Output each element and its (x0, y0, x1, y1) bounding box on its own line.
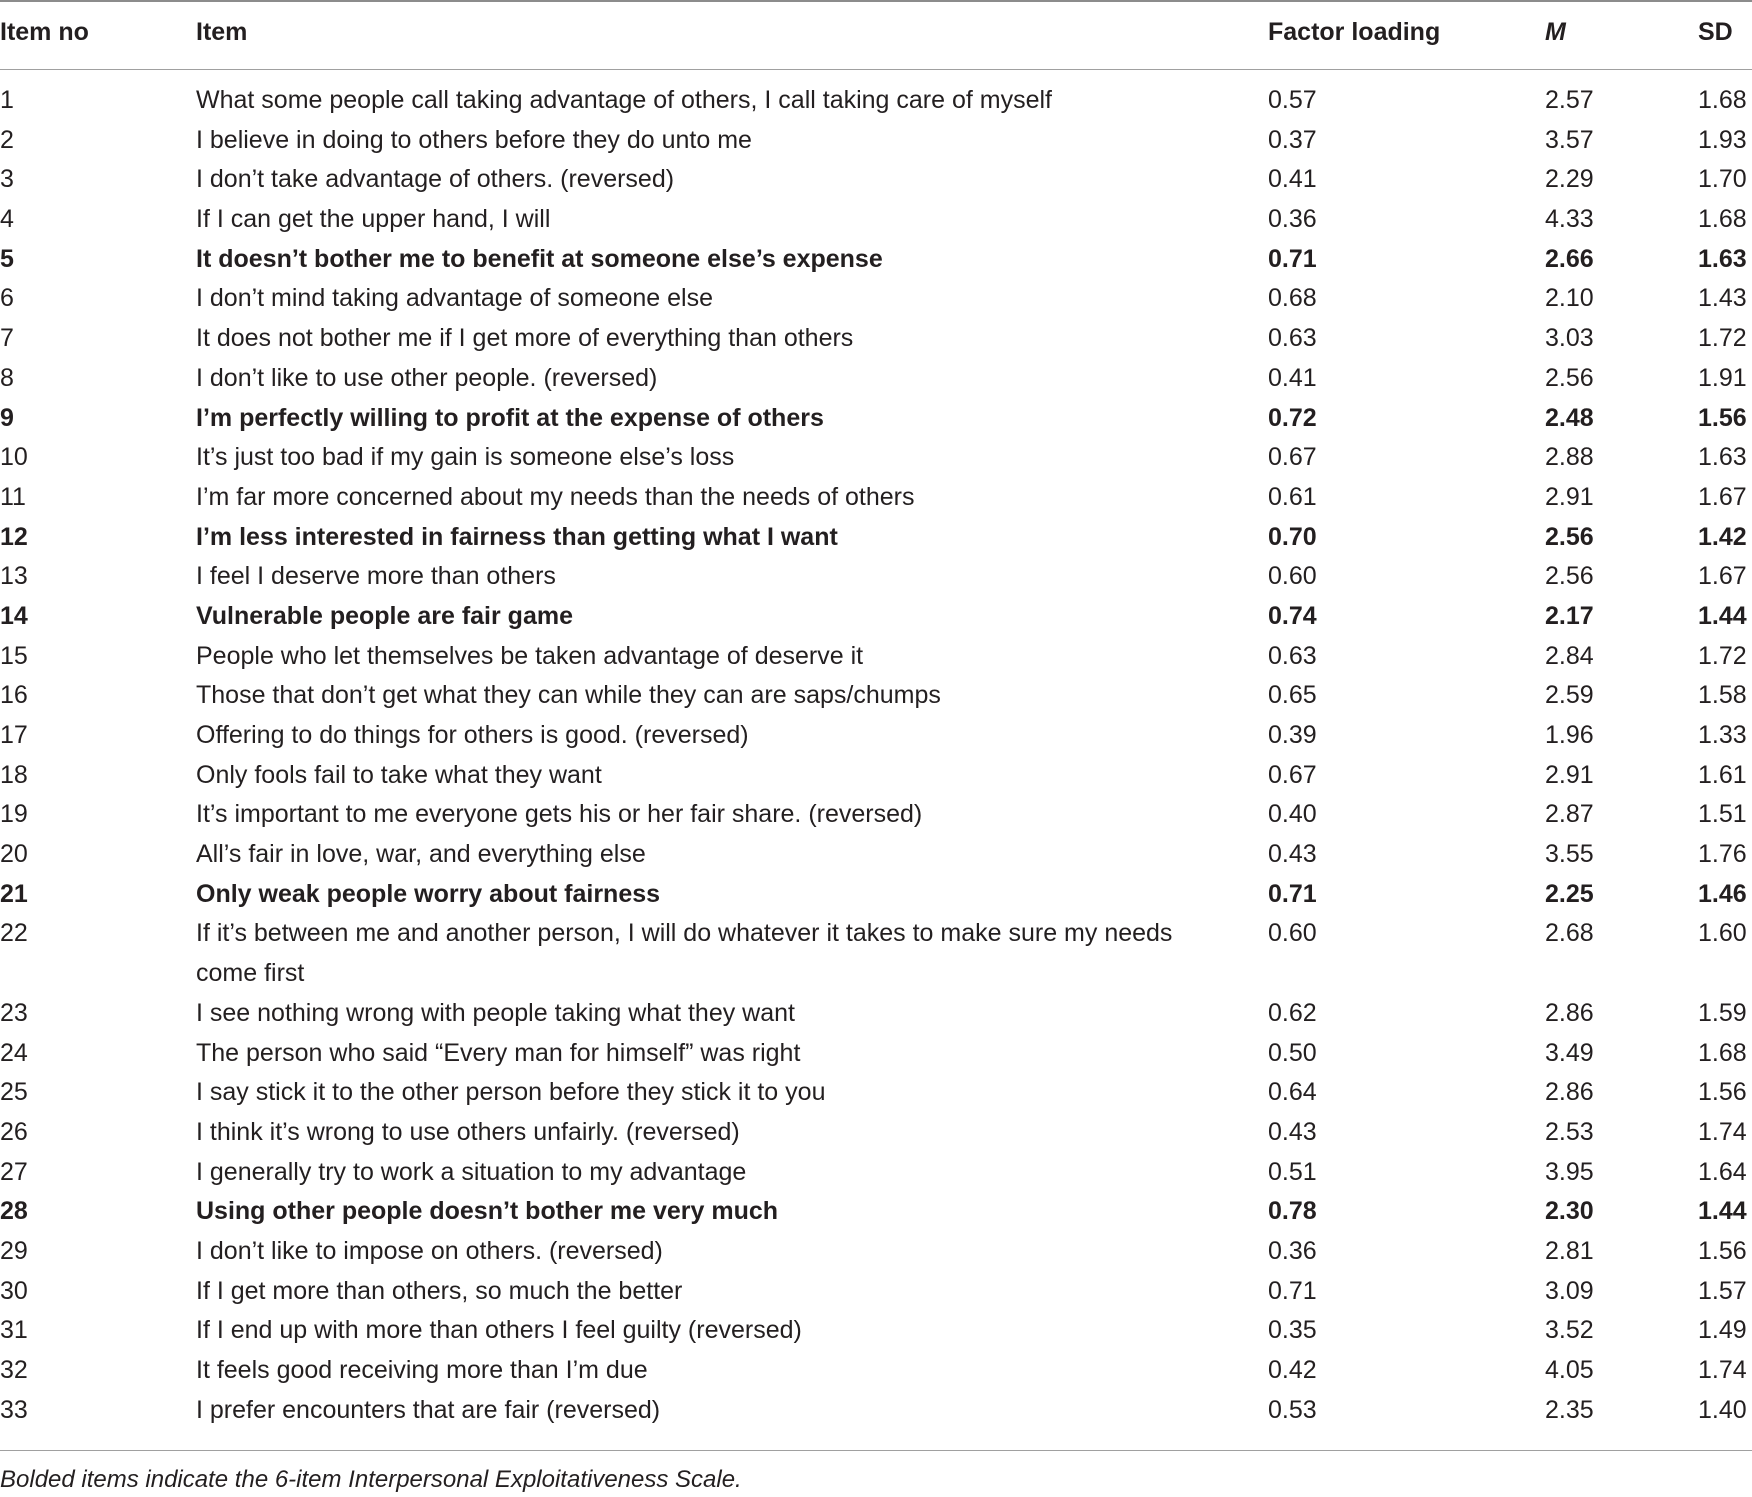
factor-loading-value: 0.71 (1268, 1276, 1317, 1305)
item-text: It doesn’t bother me to benefit at someone else’s expense (196, 244, 883, 273)
table-row (0, 319, 1752, 359)
item-text: Offering to do things for others is good. (reversed) (196, 721, 749, 749)
factor-loading-value: 0.78 (1268, 1197, 1317, 1226)
factor-loading-value: 0.63 (1268, 641, 1317, 670)
sd-value: 1.44 (1698, 601, 1747, 630)
sd-value: 1.57 (1698, 1276, 1747, 1305)
factor-loading-value: 0.65 (1268, 681, 1317, 710)
item-text: It’s just too bad if my gain is someone else’s loss (196, 443, 735, 472)
table-footnote: Bolded items indicate the 6-item Interpersonal Exploitativeness Scale. (0, 1466, 742, 1493)
item-text: I generally try to work a situation to my advantage (196, 1157, 747, 1186)
mean-value: 2.68 (1545, 919, 1594, 948)
mean-value: 2.88 (1545, 443, 1594, 472)
sd-value: 1.44 (1698, 1197, 1747, 1226)
sd-value: 1.59 (1698, 998, 1747, 1027)
item-text: Vulnerable people are fair game (196, 601, 573, 630)
mean-value: 2.48 (1545, 403, 1594, 432)
item-number: 17 (0, 721, 28, 749)
item-number: 16 (0, 681, 28, 710)
mean-value: 3.95 (1545, 1157, 1594, 1186)
item-text: I’m far more concerned about my needs than the needs of others (196, 482, 915, 511)
table-row (0, 160, 1752, 200)
table-row (0, 676, 1752, 716)
header-factor-loading: Factor loading (1268, 18, 1441, 46)
mean-value: 2.57 (1545, 86, 1594, 114)
table-row (0, 637, 1752, 677)
sd-value: 1.74 (1698, 1117, 1747, 1146)
sd-value: 1.93 (1698, 125, 1747, 154)
item-number: 4 (0, 205, 14, 234)
item-number: 12 (0, 522, 28, 551)
mean-value: 2.86 (1545, 1078, 1594, 1107)
item-number: 6 (0, 284, 14, 313)
item-text: Using other people doesn’t bother me very much (196, 1197, 779, 1226)
item-number: 29 (0, 1236, 28, 1265)
factor-loading-value: 0.42 (1268, 1356, 1317, 1385)
mean-value: 3.49 (1545, 1038, 1594, 1067)
factor-loading-value: 0.68 (1268, 284, 1317, 313)
item-text: I think it’s wrong to use others unfairly. (reversed) (196, 1117, 740, 1146)
sd-value: 1.67 (1698, 482, 1747, 511)
sd-value: 1.68 (1698, 205, 1747, 234)
sd-value: 1.43 (1698, 284, 1747, 313)
mean-value: 3.57 (1545, 125, 1594, 154)
table-row (0, 1113, 1752, 1153)
item-number: 23 (0, 998, 28, 1027)
mean-value: 2.53 (1545, 1117, 1594, 1146)
item-number: 33 (0, 1395, 28, 1424)
item-number: 1 (0, 86, 14, 114)
factor-loading-value: 0.51 (1268, 1157, 1317, 1186)
factor-loading-value: 0.72 (1268, 403, 1317, 432)
item-text: Only fools fail to take what they want (196, 760, 602, 789)
mean-value: 2.56 (1545, 363, 1594, 392)
table-row (0, 716, 1752, 756)
item-text: I’m less interested in fairness than getting what I want (196, 522, 838, 551)
item-text: The person who said “Every man for himself” was right (196, 1038, 801, 1067)
mean-value: 2.91 (1545, 482, 1594, 511)
item-number: 22 (0, 919, 28, 948)
table-row (0, 1034, 1752, 1074)
item-number: 9 (0, 403, 14, 432)
mean-value: 3.52 (1545, 1316, 1594, 1345)
mean-value: 2.17 (1545, 601, 1594, 630)
sd-value: 1.74 (1698, 1356, 1747, 1385)
sd-value: 1.33 (1698, 721, 1747, 749)
factor-loading-value: 0.36 (1268, 1236, 1317, 1265)
factor-loading-value: 0.41 (1268, 165, 1317, 194)
item-number: 11 (0, 482, 26, 511)
factor-loading-value: 0.71 (1268, 244, 1317, 273)
factor-loading-value: 0.43 (1268, 1117, 1317, 1146)
item-number: 27 (0, 1157, 28, 1186)
item-number: 28 (0, 1197, 28, 1226)
item-text: I don’t mind taking advantage of someone else (196, 284, 714, 313)
item-text: I feel I deserve more than others (196, 562, 556, 591)
item-number: 25 (0, 1078, 28, 1107)
table-row (0, 279, 1752, 319)
table-row (0, 1391, 1752, 1431)
mean-value: 4.05 (1545, 1356, 1594, 1385)
mean-value: 2.91 (1545, 760, 1594, 789)
table-row (0, 1272, 1752, 1312)
factor-loading-value: 0.37 (1268, 125, 1317, 154)
table-row (0, 359, 1752, 399)
table-row (0, 121, 1752, 161)
item-number: 10 (0, 443, 28, 472)
item-text: If I end up with more than others I feel guilty (reversed) (196, 1316, 802, 1345)
sd-value: 1.63 (1698, 443, 1747, 472)
mean-value: 3.55 (1545, 840, 1594, 869)
item-text: I prefer encounters that are fair (reversed) (196, 1395, 661, 1424)
sd-value: 1.56 (1698, 1078, 1747, 1107)
table-row (0, 1232, 1752, 1272)
sd-value: 1.67 (1698, 562, 1747, 591)
sd-value: 1.56 (1698, 1236, 1747, 1265)
factor-loading-value: 0.74 (1268, 601, 1317, 630)
header-item-no: Item no (0, 18, 89, 46)
table-body (0, 81, 1752, 1430)
item-text: I say stick it to the other person before they stick it to you (196, 1078, 826, 1107)
header-rule (0, 69, 1752, 70)
bottom-rule (0, 1450, 1752, 1451)
mean-value: 2.84 (1545, 641, 1594, 670)
mean-value: 2.86 (1545, 998, 1594, 1027)
mean-value: 2.81 (1545, 1236, 1594, 1265)
table-row (0, 1351, 1752, 1391)
sd-value: 1.49 (1698, 1316, 1747, 1345)
sd-value: 1.63 (1698, 244, 1747, 273)
table-row (0, 875, 1752, 915)
mean-value: 2.87 (1545, 800, 1594, 829)
item-text: It’s important to me everyone gets his or her fair share. (reversed) (196, 800, 923, 829)
table-row (0, 518, 1752, 558)
factor-loading-value: 0.62 (1268, 998, 1317, 1027)
table-row (0, 795, 1752, 835)
sd-value: 1.76 (1698, 840, 1747, 869)
sd-value: 1.46 (1698, 879, 1747, 908)
header-sd: SD (1698, 18, 1733, 46)
item-text: If it’s between me and another person, I will do whatever it takes to make sure my needs come first (196, 919, 1173, 988)
mean-value: 2.29 (1545, 165, 1594, 194)
header-mean: M (1545, 18, 1566, 46)
item-number: 18 (0, 760, 28, 789)
table-row (0, 1153, 1752, 1193)
sd-value: 1.61 (1698, 760, 1747, 789)
factor-loading-value: 0.57 (1268, 86, 1317, 114)
mean-value: 2.10 (1545, 284, 1594, 313)
factor-loading-value: 0.67 (1268, 443, 1317, 472)
item-text: I believe in doing to others before they do unto me (196, 125, 752, 154)
mean-value: 2.35 (1545, 1395, 1594, 1424)
table-row (0, 994, 1752, 1034)
factor-loading-value: 0.39 (1268, 721, 1317, 749)
item-text: I’m perfectly willing to profit at the expense of others (196, 403, 824, 432)
item-number: 8 (0, 363, 14, 392)
factor-loading-value: 0.40 (1268, 800, 1317, 829)
item-text: I don’t like to use other people. (reversed) (196, 363, 658, 392)
factor-loading-value: 0.70 (1268, 522, 1317, 551)
table-row (0, 478, 1752, 518)
factor-loading-value: 0.64 (1268, 1078, 1317, 1107)
mean-value: 2.25 (1545, 879, 1594, 908)
factor-loading-value: 0.35 (1268, 1316, 1317, 1345)
item-number: 20 (0, 840, 28, 869)
sd-value: 1.72 (1698, 324, 1747, 353)
item-text: All’s fair in love, war, and everything else (196, 840, 646, 869)
item-text: If I get more than others, so much the better (196, 1276, 683, 1305)
factor-loading-value: 0.71 (1268, 879, 1317, 908)
table-row (0, 1073, 1752, 1113)
mean-value: 2.56 (1545, 562, 1594, 591)
item-text: I don’t like to impose on others. (reversed) (196, 1236, 663, 1265)
item-text: People who let themselves be taken advantage of deserve it (196, 641, 864, 670)
table-row (0, 835, 1752, 875)
factor-loading-value: 0.36 (1268, 205, 1317, 234)
table-row (0, 597, 1752, 637)
factor-loading-value: 0.53 (1268, 1395, 1317, 1424)
item-text: I don’t take advantage of others. (reversed) (196, 165, 675, 194)
sd-value: 1.72 (1698, 641, 1747, 670)
item-number: 24 (0, 1038, 28, 1067)
mean-value: 2.66 (1545, 244, 1594, 273)
factor-loading-value: 0.60 (1268, 562, 1317, 591)
item-text: Only weak people worry about fairness (196, 879, 661, 908)
sd-value: 1.51 (1698, 800, 1747, 829)
item-number: 32 (0, 1356, 28, 1385)
mean-value: 2.30 (1545, 1197, 1594, 1226)
item-number: 13 (0, 562, 28, 591)
sd-value: 1.68 (1698, 1038, 1747, 1067)
item-text: What some people call taking advantage of others, I call taking care of myself (196, 86, 1053, 114)
table-row (0, 438, 1752, 478)
item-number: 5 (0, 244, 14, 273)
sd-value: 1.64 (1698, 1157, 1747, 1186)
item-number: 26 (0, 1117, 28, 1146)
mean-value: 4.33 (1545, 205, 1594, 234)
item-text: It does not bother me if I get more of everything than others (196, 324, 854, 353)
item-number: 2 (0, 125, 14, 154)
item-number: 3 (0, 165, 14, 194)
sd-value: 1.56 (1698, 403, 1747, 432)
factor-loading-value: 0.43 (1268, 840, 1317, 869)
item-number: 21 (0, 879, 28, 908)
item-number: 31 (0, 1316, 28, 1345)
mean-value: 1.96 (1545, 721, 1594, 749)
table-row (0, 557, 1752, 597)
item-text: Those that don’t get what they can while they can are saps/chumps (196, 681, 941, 710)
sd-value: 1.40 (1698, 1395, 1747, 1424)
factor-loading-value: 0.41 (1268, 363, 1317, 392)
factor-loading-value: 0.61 (1268, 482, 1317, 511)
sd-value: 1.60 (1698, 919, 1747, 948)
mean-value: 2.59 (1545, 681, 1594, 710)
factor-loading-value: 0.63 (1268, 324, 1317, 353)
mean-value: 2.56 (1545, 522, 1594, 551)
table-row (0, 240, 1752, 280)
sd-value: 1.91 (1698, 363, 1747, 392)
table-row (0, 399, 1752, 439)
factor-loading-value: 0.60 (1268, 919, 1317, 948)
table-row (0, 200, 1752, 240)
sd-value: 1.42 (1698, 522, 1747, 551)
item-number: 14 (0, 601, 28, 630)
header-item: Item (196, 18, 248, 46)
sd-value: 1.68 (1698, 86, 1747, 114)
item-number: 30 (0, 1276, 28, 1305)
sd-value: 1.70 (1698, 165, 1747, 194)
top-rule (0, 0, 1752, 2)
item-number: 19 (0, 800, 28, 829)
table-row (0, 914, 1752, 993)
factor-loading-value: 0.67 (1268, 760, 1317, 789)
item-text: It feels good receiving more than I’m due (196, 1356, 648, 1385)
mean-value: 3.03 (1545, 324, 1594, 353)
mean-value: 3.09 (1545, 1276, 1594, 1305)
item-text: I see nothing wrong with people taking what they want (196, 998, 795, 1027)
table-row (0, 1311, 1752, 1351)
item-number: 7 (0, 324, 14, 353)
table-row (0, 81, 1752, 121)
item-text: If I can get the upper hand, I will (196, 205, 551, 234)
factor-loading-value: 0.50 (1268, 1038, 1317, 1067)
sd-value: 1.58 (1698, 681, 1747, 710)
table-row (0, 1192, 1752, 1232)
item-number: 15 (0, 641, 28, 670)
table-row (0, 756, 1752, 796)
